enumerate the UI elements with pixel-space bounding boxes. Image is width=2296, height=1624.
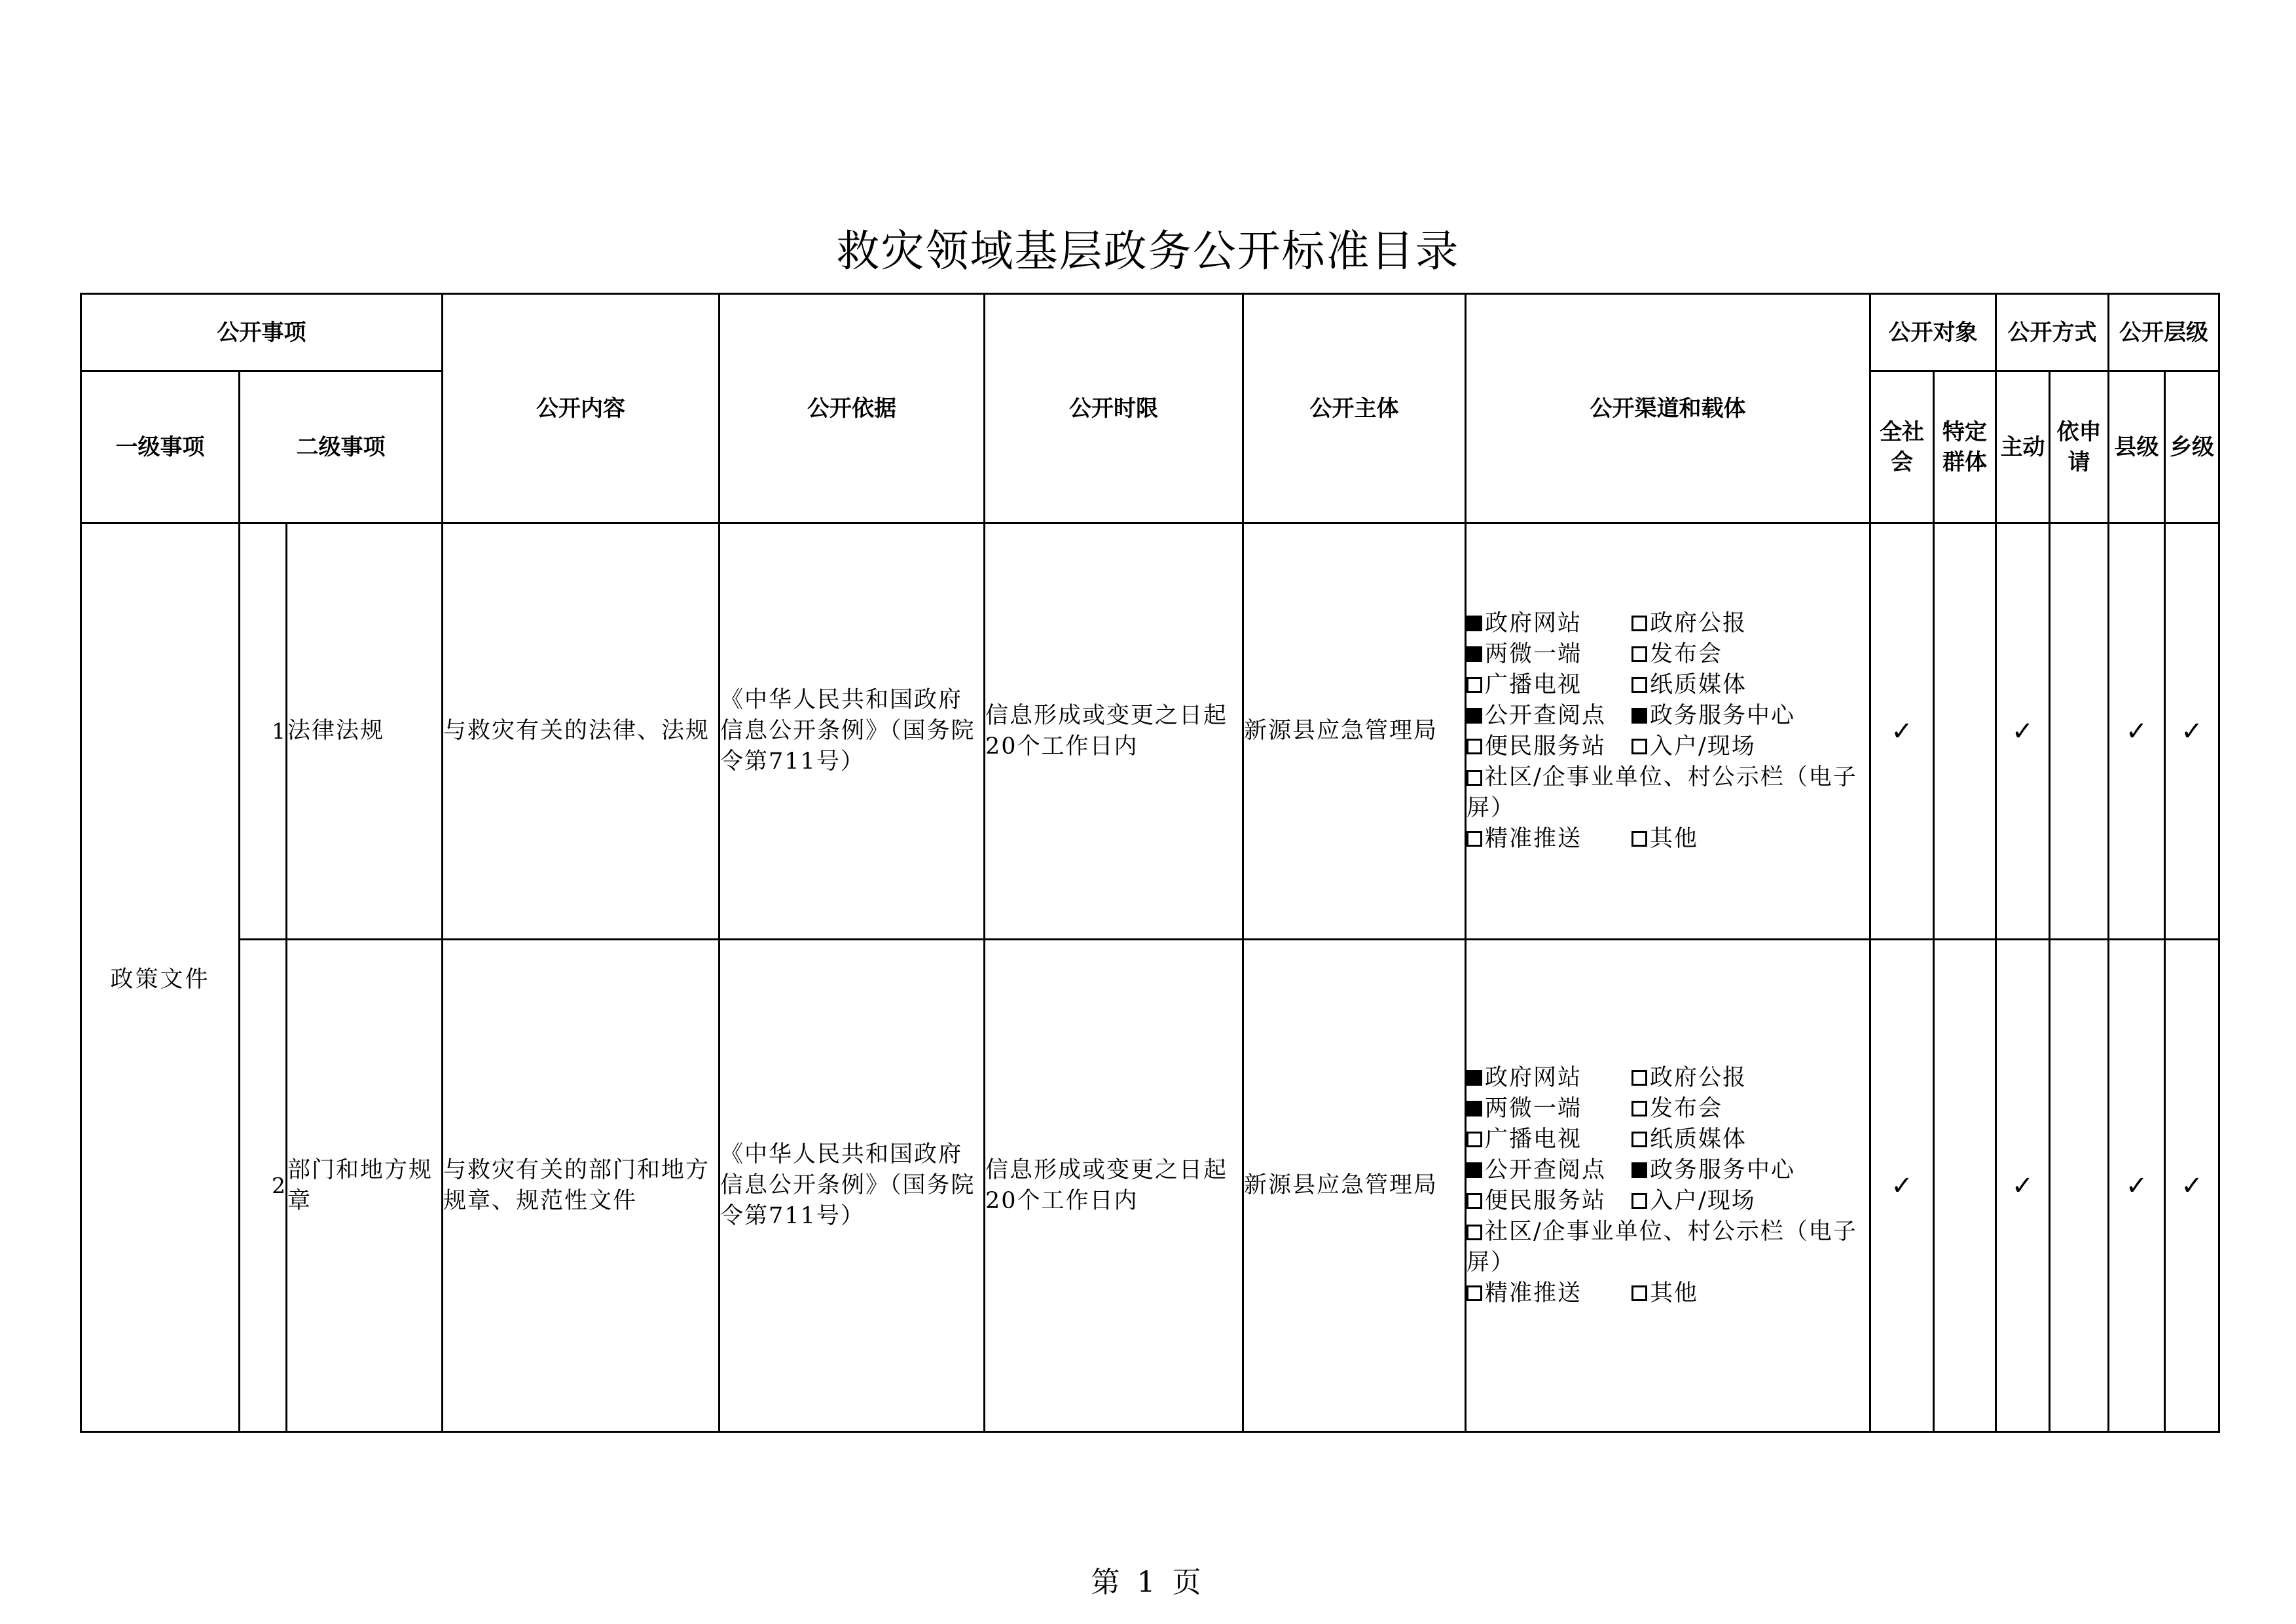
channel-label: 发布会: [1650, 640, 1723, 667]
check-mark-icon: ✓: [1996, 523, 2050, 940]
header-method-request: 依申请: [2050, 371, 2109, 523]
header-audience-all: 全社会: [1870, 371, 1934, 523]
unchecked-box-icon: [1631, 739, 1647, 754]
channel-label: 政府公报: [1650, 1064, 1747, 1091]
channels-cell: [1466, 523, 1870, 940]
header-method: 公开方式: [1996, 294, 2109, 371]
empty-check-cell: [1934, 940, 1996, 1432]
channel-label: 社区/企事业单位、村公示栏（电子屏）: [1467, 1218, 1857, 1276]
channel-label: 其他: [1650, 1280, 1699, 1306]
check-mark-icon: ✓: [1870, 523, 1934, 940]
channel-label: 政务服务中心: [1650, 702, 1796, 729]
unchecked-box-icon: [1631, 1101, 1647, 1116]
header-time-limit: 公开时限: [985, 294, 1243, 523]
basis-cell: 《中华人民共和国政府信息公开条例》（国务院令第711号）: [720, 523, 985, 940]
channel-label: 广播电视: [1485, 671, 1582, 698]
checked-box-icon: [1467, 708, 1482, 724]
unchecked-box-icon: [1631, 1193, 1647, 1209]
header-method-active: 主动: [1996, 371, 2050, 523]
table-row: [81, 523, 2219, 940]
header-audience: 公开对象: [1870, 294, 1996, 371]
basis-cell: 《中华人民共和国政府信息公开条例》（国务院令第711号）: [720, 940, 985, 1432]
level2-item: 法律法规: [287, 523, 443, 940]
channel-label: 纸质媒体: [1650, 671, 1747, 698]
channel-label: 广播电视: [1485, 1126, 1582, 1153]
channel-label: 精准推送: [1485, 825, 1582, 852]
unchecked-box-icon: [1467, 770, 1482, 786]
level2-item: 部门和地方规章: [287, 940, 443, 1432]
header-tier-county: 县级: [2109, 371, 2165, 523]
channel-label: 发布会: [1650, 1095, 1723, 1122]
time-limit-cell: 信息形成或变更之日起20个工作日内: [985, 940, 1243, 1432]
row-number: 1: [240, 523, 287, 940]
unchecked-box-icon: [1631, 677, 1647, 693]
table-row: [81, 940, 2219, 1432]
checked-box-icon: [1467, 1162, 1482, 1178]
unchecked-box-icon: [1467, 831, 1482, 847]
unchecked-box-icon: [1467, 739, 1482, 754]
checked-box-icon: [1467, 646, 1482, 662]
channel-label: 纸质媒体: [1650, 1126, 1747, 1153]
channel-label: 社区/企事业单位、村公示栏（电子屏）: [1467, 764, 1857, 821]
channel-label: 入户/现场: [1650, 733, 1756, 760]
channel-label: 便民服务站: [1485, 1187, 1607, 1214]
channel-label: 政府网站: [1485, 1064, 1582, 1091]
unchecked-box-icon: [1631, 1285, 1647, 1301]
check-mark-icon: ✓: [1996, 940, 2050, 1432]
check-mark-icon: ✓: [2109, 940, 2165, 1432]
unchecked-box-icon: [1467, 677, 1482, 693]
check-mark-icon: ✓: [2165, 523, 2219, 940]
checked-box-icon: [1467, 1101, 1482, 1116]
channel-label: 政务服务中心: [1650, 1156, 1796, 1183]
checked-box-icon: [1631, 1162, 1647, 1178]
header-subject: 公开主体: [1243, 294, 1466, 523]
unchecked-box-icon: [1467, 1132, 1482, 1147]
checked-box-icon: [1631, 708, 1647, 724]
header-row-1: [81, 294, 2219, 371]
channel-label: 公开查阅点: [1485, 1156, 1607, 1183]
unchecked-box-icon: [1631, 646, 1647, 662]
channel-label: 公开查阅点: [1485, 702, 1607, 729]
header-tier: 公开层级: [2109, 294, 2219, 371]
checked-box-icon: [1467, 1070, 1482, 1086]
channel-label: 便民服务站: [1485, 733, 1607, 760]
unchecked-box-icon: [1467, 1285, 1482, 1301]
header-level2: 二级事项: [240, 371, 443, 523]
subject-cell: 新源县应急管理局: [1243, 523, 1466, 940]
unchecked-box-icon: [1631, 1070, 1647, 1086]
check-mark-icon: ✓: [2165, 940, 2219, 1432]
unchecked-box-icon: [1631, 616, 1647, 631]
header-content: 公开内容: [443, 294, 720, 523]
page-title: 救灾领域基层政务公开标准目录: [836, 226, 1460, 276]
channel-label: 两微一端: [1485, 1095, 1582, 1122]
channel-label: 入户/现场: [1650, 1187, 1756, 1214]
header-public-items: 公开事项: [81, 294, 443, 371]
empty-check-cell: [1934, 523, 1996, 940]
content-cell: 与救灾有关的法律、法规: [443, 523, 720, 940]
channel-label: 两微一端: [1485, 640, 1582, 667]
channel-label: 其他: [1650, 825, 1699, 852]
catalog-table: [80, 293, 2220, 1433]
channel-label: 政府公报: [1650, 610, 1747, 637]
header-level1: 一级事项: [81, 371, 240, 523]
content-cell: 与救灾有关的部门和地方规章、规范性文件: [443, 940, 720, 1432]
check-mark-icon: ✓: [1870, 940, 1934, 1432]
level1-item: 政策文件: [81, 523, 240, 1432]
row-number: 2: [240, 940, 287, 1432]
channel-label: 政府网站: [1485, 610, 1582, 637]
check-mark-icon: ✓: [2109, 523, 2165, 940]
unchecked-box-icon: [1467, 1193, 1482, 1209]
empty-check-cell: [2050, 523, 2109, 940]
header-basis: 公开依据: [720, 294, 985, 523]
header-channels: 公开渠道和载体: [1466, 294, 1870, 523]
header-audience-specific: 特定群体: [1934, 371, 1996, 523]
checked-box-icon: [1467, 616, 1482, 631]
channel-label: 精准推送: [1485, 1280, 1582, 1306]
subject-cell: 新源县应急管理局: [1243, 940, 1466, 1432]
time-limit-cell: 信息形成或变更之日起20个工作日内: [985, 523, 1243, 940]
page-number: 第 1 页: [1091, 1566, 1205, 1599]
unchecked-box-icon: [1631, 831, 1647, 847]
unchecked-box-icon: [1467, 1225, 1482, 1240]
header-tier-township: 乡级: [2165, 371, 2219, 523]
empty-check-cell: [2050, 940, 2109, 1432]
unchecked-box-icon: [1631, 1132, 1647, 1147]
channels-cell: [1466, 940, 1870, 1432]
